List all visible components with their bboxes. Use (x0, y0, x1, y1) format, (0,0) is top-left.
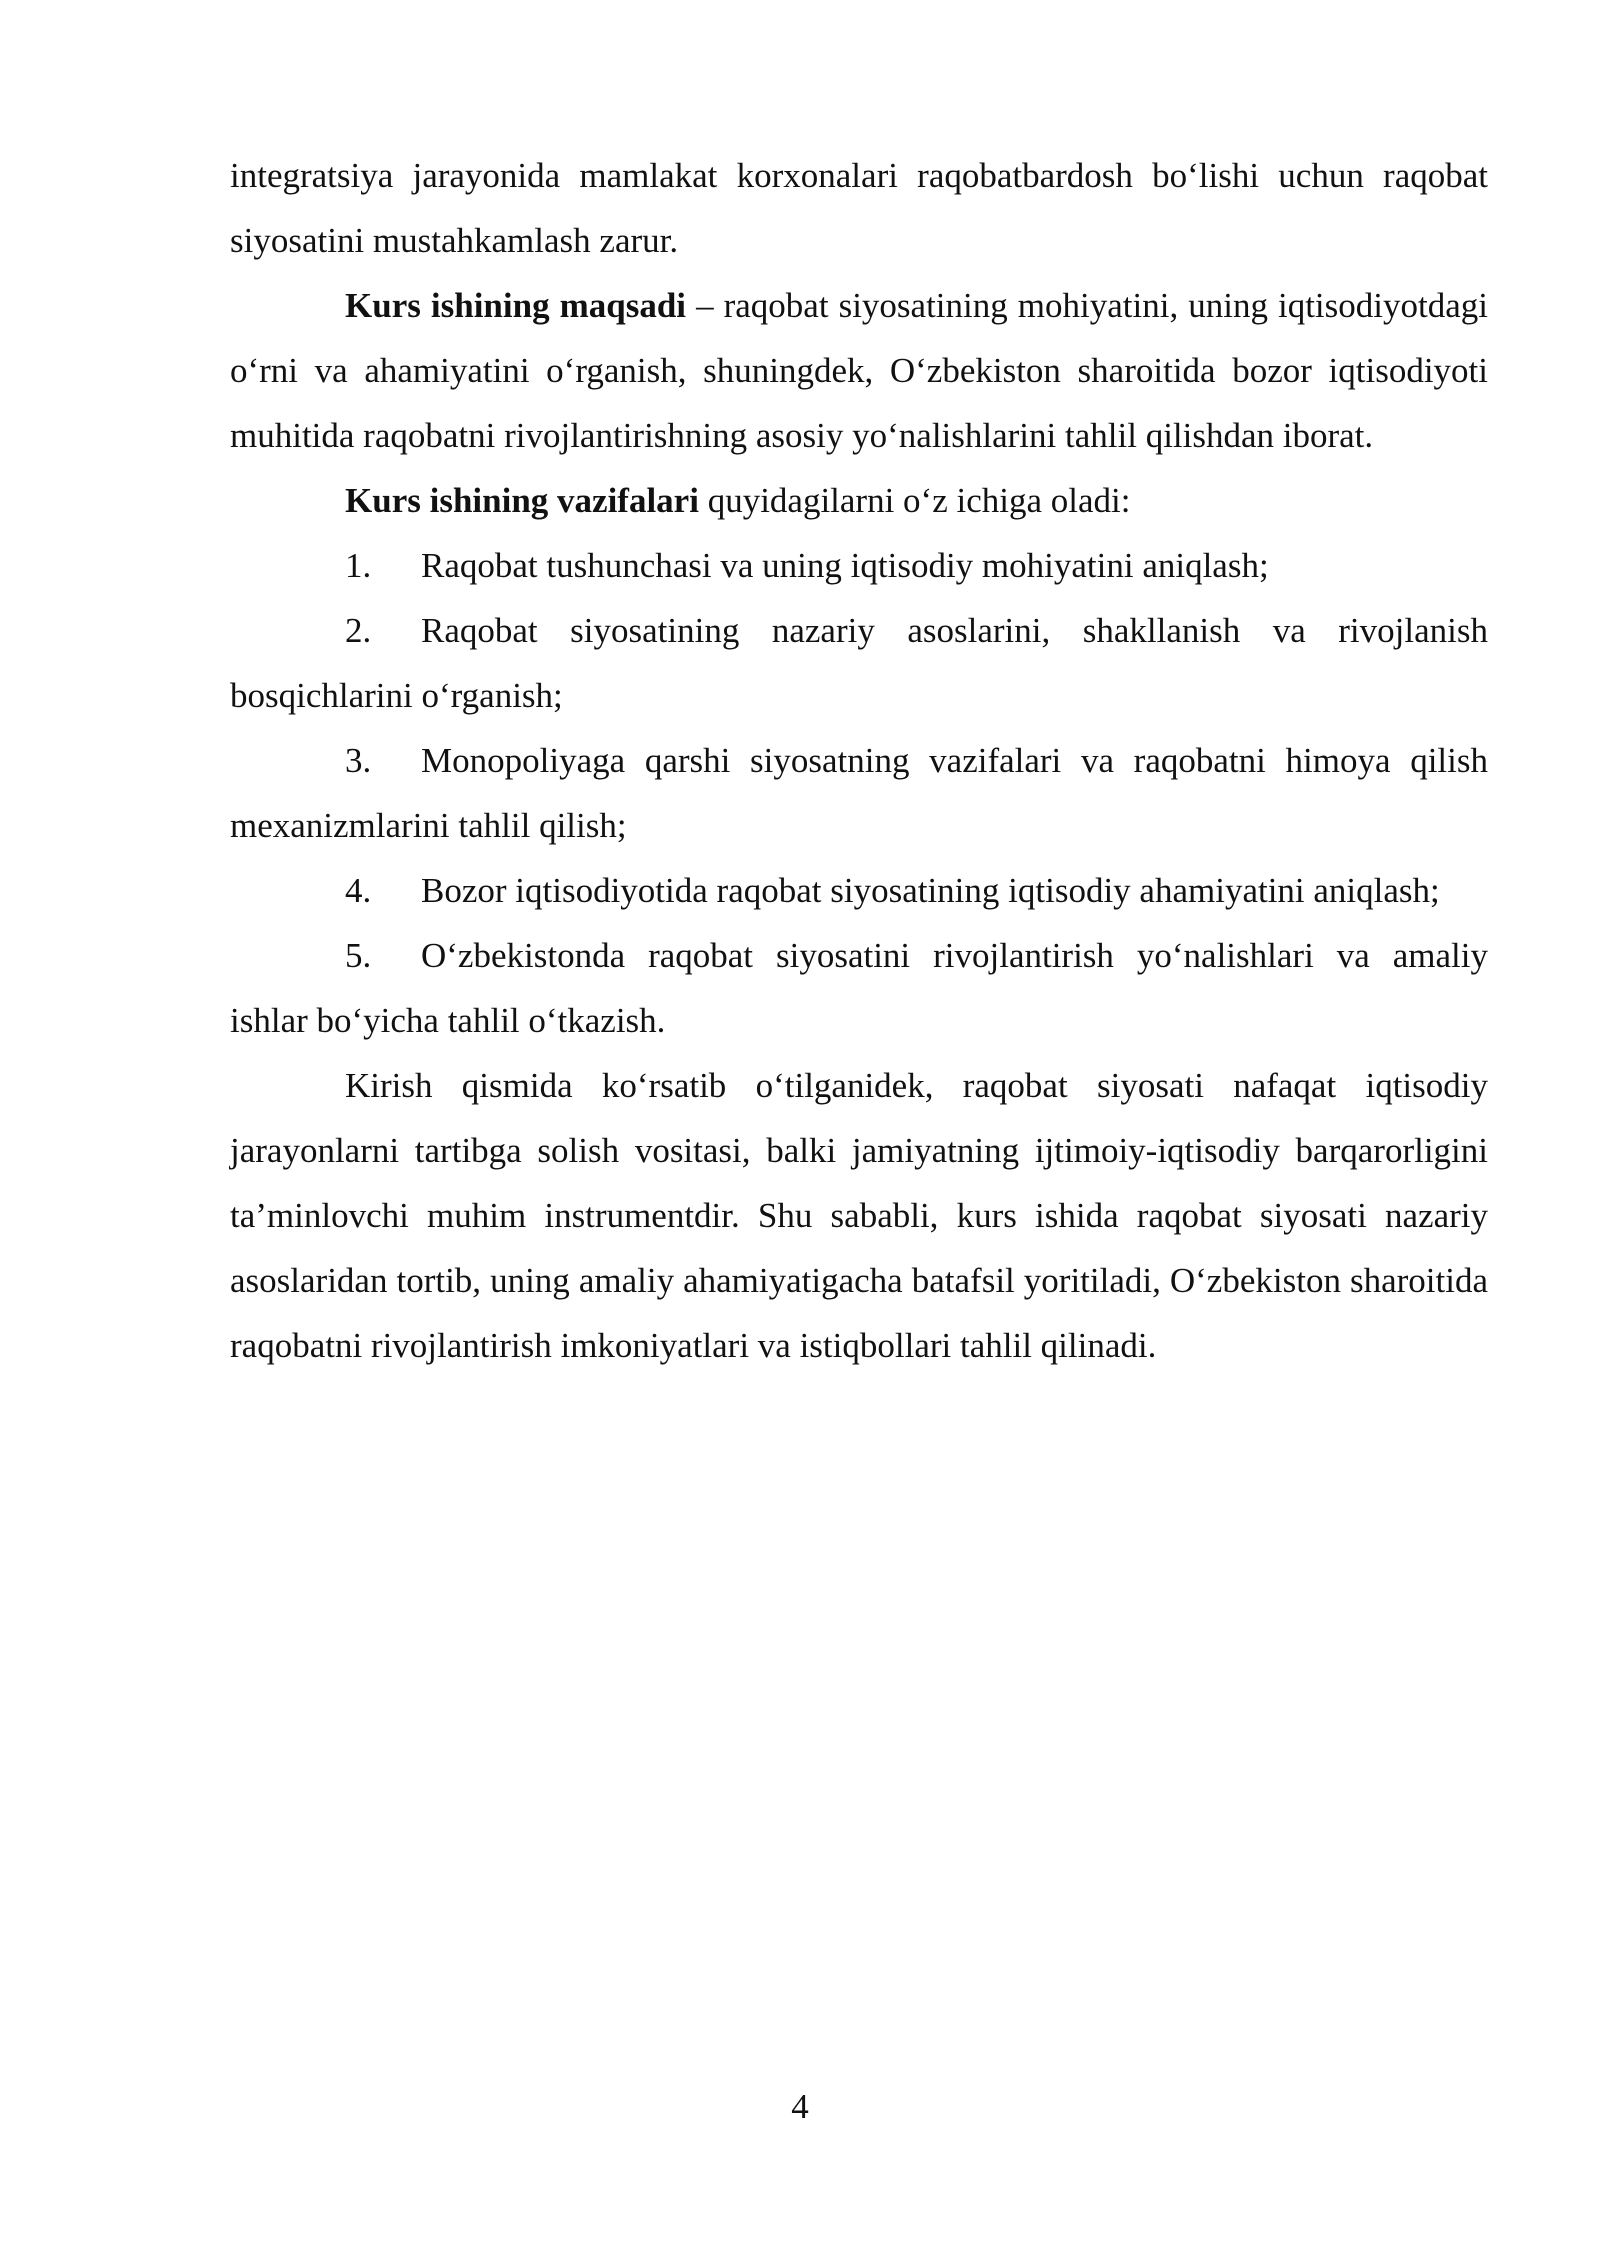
list-item-number: 5. (345, 936, 372, 975)
page-number: 4 (791, 2087, 809, 2126)
intro-paragraph: integratsiya jarayonida mamlakat korxonalari raqobatbardosh bo‘lishi uchun raqobat siyosatini mustahkamlash zarur. (230, 156, 1488, 260)
tasks-text: quyidagilarni o‘z ichiga oladi: (698, 481, 1131, 520)
goal-text: – raqobat siyosatining mohiyatini, uning iqtisodiyotdagi o‘rni va ahamiyatini o‘rganish, shuningdek, O‘zbekiston sharoitida bozor iqtisodiyoti muhitida raqobatni rivojlantirishning asosiy yo‘nalishlarini tahlil qilishdan iborat. (230, 286, 1488, 455)
page-body (230, 143, 1488, 1378)
tasks-label: Kurs ishining vazifalari (345, 481, 699, 520)
list-item-text: O‘zbekistonda raqobat siyosatini rivojlantirish yo‘nalishlari va amaliy ishlar bo‘yicha tahlil o‘tkazish. (230, 936, 1488, 1040)
goal-paragraph (230, 273, 1488, 468)
tasks-intro-paragraph (230, 468, 1488, 533)
list-item-text: Monopoliyaga qarshi siyosatning vazifalari va raqobatni himoya qilish mexanizmlarini tahlil qilish; (230, 741, 1488, 845)
list-item-number: 4. (345, 871, 372, 910)
conclusion-paragraph: Kirish qismida ko‘rsatib o‘tilganidek, raqobat siyosati nafaqat iqtisodiy jarayonlarni tartibga solish vositasi, balki jamiyatning ijtimoiy-iqtisodiy barqarorligini ta’minlovchi muhim instrumentdir. Shu sababli, kurs ishida raqobat siyosati nazariy asoslaridan tortib, uning amaliy ahamiyatigacha batafsil yoritiladi, O‘zbekiston sharoitida raqobatni rivojlantirish imkoniyatlari va istiqbollari tahlil qilinadi. (230, 1066, 1488, 1365)
list-item-number: 3. (345, 741, 372, 780)
list-item (230, 533, 1488, 598)
list-item (230, 923, 1488, 1053)
list-item-text: Raqobat tushunchasi va uning iqtisodiy mohiyatini aniqlash; (421, 546, 1269, 585)
list-item (230, 728, 1488, 858)
list-item-text: Raqobat siyosatining nazariy asoslarini, shakllanish va rivojlanish bosqichlarini o‘rganish; (230, 611, 1488, 715)
list-item (230, 598, 1488, 728)
list-item-text: Bozor iqtisodiyotida raqobat siyosatining iqtisodiy ahamiyatini aniqlash; (421, 871, 1440, 910)
list-item (230, 858, 1488, 923)
goal-label: Kurs ishining maqsadi (345, 286, 687, 325)
list-item-number: 2. (345, 611, 372, 650)
list-item-number: 1. (345, 546, 372, 585)
